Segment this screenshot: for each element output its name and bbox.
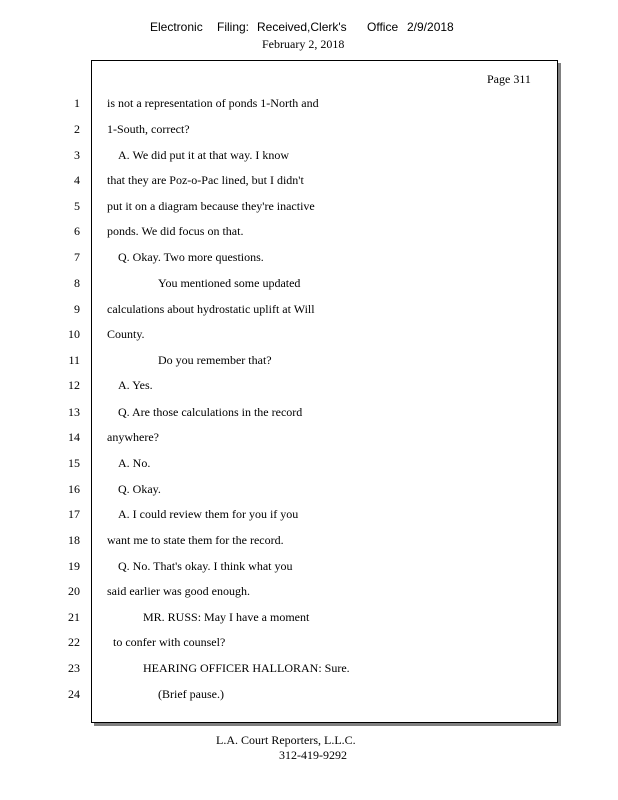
transcript-line xyxy=(0,148,560,164)
line-number: 14 xyxy=(68,430,80,444)
line-text: Q. Okay. Two more questions. xyxy=(118,250,264,264)
line-text: A. No. xyxy=(118,456,151,470)
line-text: said earlier was good enough. xyxy=(107,584,250,598)
line-text: to confer with counsel? xyxy=(113,635,226,649)
filing-word-office: Office xyxy=(367,20,399,34)
line-text: anywhere? xyxy=(107,430,159,444)
transcript-line xyxy=(0,687,560,703)
line-number: 13 xyxy=(68,405,80,419)
line-number: 23 xyxy=(68,661,80,675)
line-text: Q. No. That's okay. I think what you xyxy=(118,559,293,573)
line-number: 18 xyxy=(68,533,80,547)
line-text: County. xyxy=(107,327,145,341)
line-number: 9 xyxy=(74,302,80,316)
transcript-date: February 2, 2018 xyxy=(262,37,345,51)
line-text: A. We did put it at that way. I know xyxy=(118,148,290,162)
line-number: 17 xyxy=(68,507,80,521)
transcript-line xyxy=(0,533,560,549)
transcript-line xyxy=(0,173,560,189)
transcript-line xyxy=(0,482,560,498)
transcript-line xyxy=(0,635,560,651)
line-number: 16 xyxy=(68,482,80,496)
line-number: 7 xyxy=(74,250,80,264)
line-number: 10 xyxy=(68,327,80,341)
line-number: 5 xyxy=(74,199,80,213)
filing-word-filing: Filing: xyxy=(217,20,250,34)
transcript-line xyxy=(0,250,560,266)
transcript-line xyxy=(0,456,560,472)
line-text: is not a representation of ponds 1-North and xyxy=(107,96,319,110)
line-number: 6 xyxy=(74,224,80,238)
line-number: 3 xyxy=(74,148,80,162)
transcript-line xyxy=(0,224,560,240)
line-text: put it on a diagram because they're inactive xyxy=(107,199,315,213)
line-number: 11 xyxy=(68,353,80,367)
line-text: MR. RUSS: May I have a moment xyxy=(143,610,310,624)
line-number: 15 xyxy=(68,456,80,470)
line-number: 4 xyxy=(74,173,80,187)
electronic-filing-stamp xyxy=(0,20,618,38)
line-text: A. Yes. xyxy=(118,378,153,392)
line-text: Q. Are those calculations in the record xyxy=(118,405,303,419)
filing-date: 2/9/2018 xyxy=(407,20,454,34)
line-number: 24 xyxy=(68,687,80,701)
transcript-line xyxy=(0,353,560,369)
line-text: ponds. We did focus on that. xyxy=(107,224,244,238)
transcript-line xyxy=(0,559,560,575)
line-number: 21 xyxy=(68,610,80,624)
transcript-line xyxy=(0,302,560,318)
transcript-line xyxy=(0,610,560,626)
page-number: Page 311 xyxy=(487,72,531,86)
line-text: that they are Poz-o-Pac lined, but I didn't xyxy=(107,173,304,187)
transcript-line xyxy=(0,276,560,292)
transcript-line xyxy=(0,405,560,421)
transcript-line xyxy=(0,661,560,677)
line-number: 8 xyxy=(74,276,80,290)
transcript-line xyxy=(0,96,560,112)
line-text: 1-South, correct? xyxy=(107,122,190,136)
transcript-line xyxy=(0,199,560,215)
line-number: 20 xyxy=(68,584,80,598)
line-number: 22 xyxy=(68,635,80,649)
line-number: 2 xyxy=(74,122,80,136)
line-number: 19 xyxy=(68,559,80,573)
filing-word-electronic: Electronic xyxy=(150,20,203,34)
line-text: You mentioned some updated xyxy=(158,276,301,290)
line-text: want me to state them for the record. xyxy=(107,533,284,547)
reporter-company: L.A. Court Reporters, L.L.C. xyxy=(216,733,356,747)
transcript-line xyxy=(0,507,560,523)
line-text: (Brief pause.) xyxy=(158,687,224,701)
transcript-line xyxy=(0,327,560,343)
transcript-line xyxy=(0,430,560,446)
line-text: A. I could review them for you if you xyxy=(118,507,299,521)
transcript-line xyxy=(0,378,560,394)
transcript-line xyxy=(0,122,560,138)
line-number: 1 xyxy=(74,96,80,110)
line-text: Q. Okay. xyxy=(118,482,161,496)
line-text: HEARING OFFICER HALLORAN: Sure. xyxy=(143,661,350,675)
transcript-line xyxy=(0,584,560,600)
line-number: 12 xyxy=(68,378,80,392)
line-text: Do you remember that? xyxy=(158,353,272,367)
filing-word-received-clerks: Received,Clerk's xyxy=(257,20,347,34)
line-text: calculations about hydrostatic uplift at Will xyxy=(107,302,315,316)
reporter-phone: 312-419-9292 xyxy=(279,748,347,762)
